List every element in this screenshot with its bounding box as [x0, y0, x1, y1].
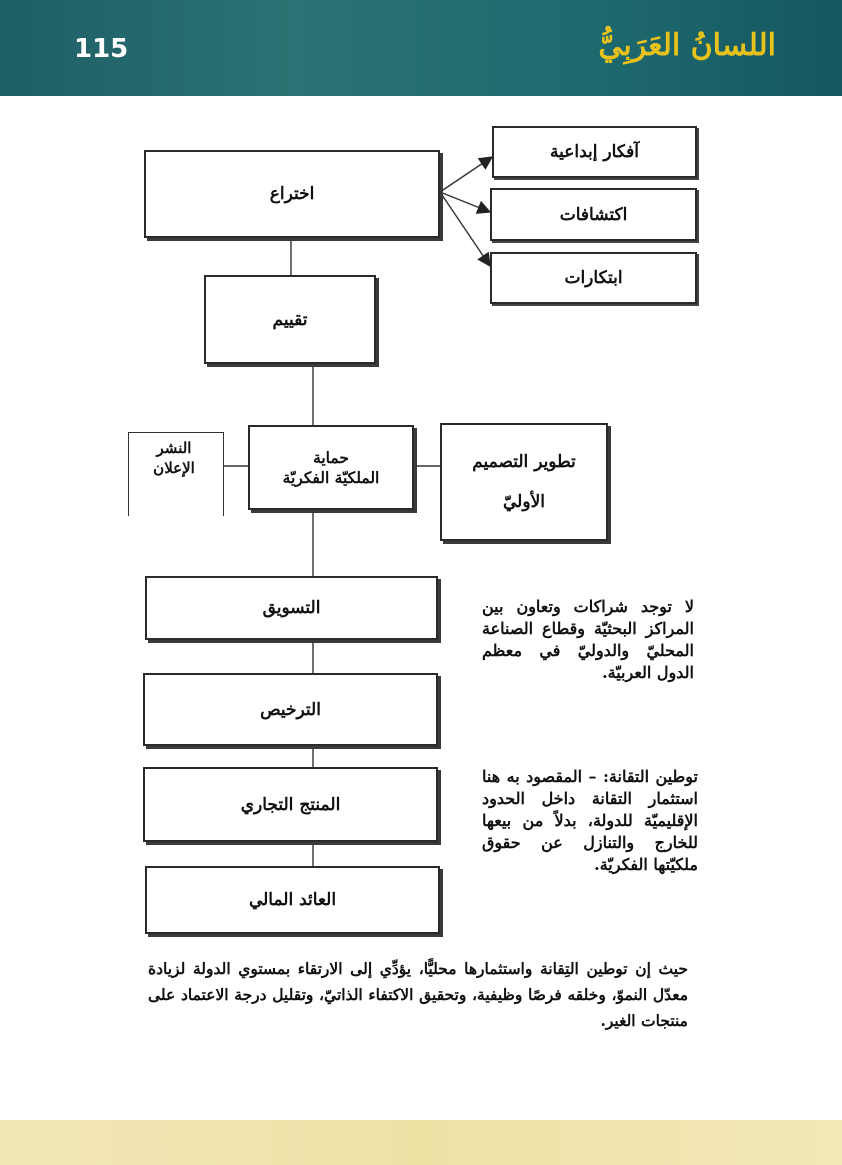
- marketing-box: [145, 576, 438, 640]
- marketing-label: التسويق: [262, 598, 321, 618]
- publishing-line2: الإعلان: [153, 459, 195, 477]
- invention-box: [144, 150, 440, 238]
- logo: اللسانُ العَرَبِيُّ: [598, 28, 776, 63]
- commercial-product-box: [143, 767, 438, 842]
- protection-line1: حماية: [313, 447, 349, 467]
- evaluation-label: تقييم: [272, 309, 308, 330]
- innovations-box: [490, 252, 697, 304]
- design-box: [440, 423, 608, 541]
- discoveries-box: [490, 188, 697, 241]
- body-paragraph: حيث إن توطين التِقانة واستثمارها محليًّا، يؤدِّي إلى الارتقاء بمستوي الدولة لزيادة معدّل النموّ، وخلقه فرصًا وظيفية، وتحقيق الاكتفاء الذاتيّ، وتقليل درجة الاعتماد على منتجات الغير.: [148, 959, 688, 1030]
- licensing-box: [143, 673, 438, 746]
- protection-line2: الملكيّة الفكريّة: [282, 467, 380, 487]
- arrow-to-ideas: [440, 157, 492, 192]
- publishing-line1: النشر: [156, 439, 192, 457]
- evaluation-box: [204, 275, 376, 364]
- licensing-label: الترخيص: [260, 699, 321, 720]
- ideas-box: [492, 126, 697, 178]
- design-line1: تطوير التصميم: [472, 452, 576, 472]
- financial-return-box: [145, 866, 440, 934]
- ideas-label: آفكار إبداعية: [549, 142, 640, 162]
- protection-box: [248, 425, 414, 510]
- publishing-text: [138, 438, 210, 478]
- financial-return-label: العائد المالي: [248, 890, 337, 910]
- discoveries-label: اكتشافات: [559, 204, 628, 225]
- page-footer: [0, 1120, 842, 1165]
- invention-label: اختراع: [269, 184, 315, 204]
- partnerships-note: لا توجد شراكات وتعاون بين المراكز البحثيّة وقطاع الصناعة المحليّ والدوليّ في معظم الدول العربيّة.: [482, 597, 694, 682]
- commercial-product-label: المنتج التجاري: [240, 794, 341, 815]
- arrow-to-innovations: [440, 192, 490, 266]
- innovations-label: ابتكارات: [564, 268, 623, 288]
- page-number: 115: [74, 34, 129, 64]
- design-line2: الأوليّ: [503, 492, 545, 512]
- localization-note: توطين التقانة: – المقصود به هنا استثمار التقانة داخل الحدود الإقليميّة للدولة، بدلاً من بيعها للخارج والتنازل عن حقوق ملكيّتها الفكريّة.: [482, 767, 698, 874]
